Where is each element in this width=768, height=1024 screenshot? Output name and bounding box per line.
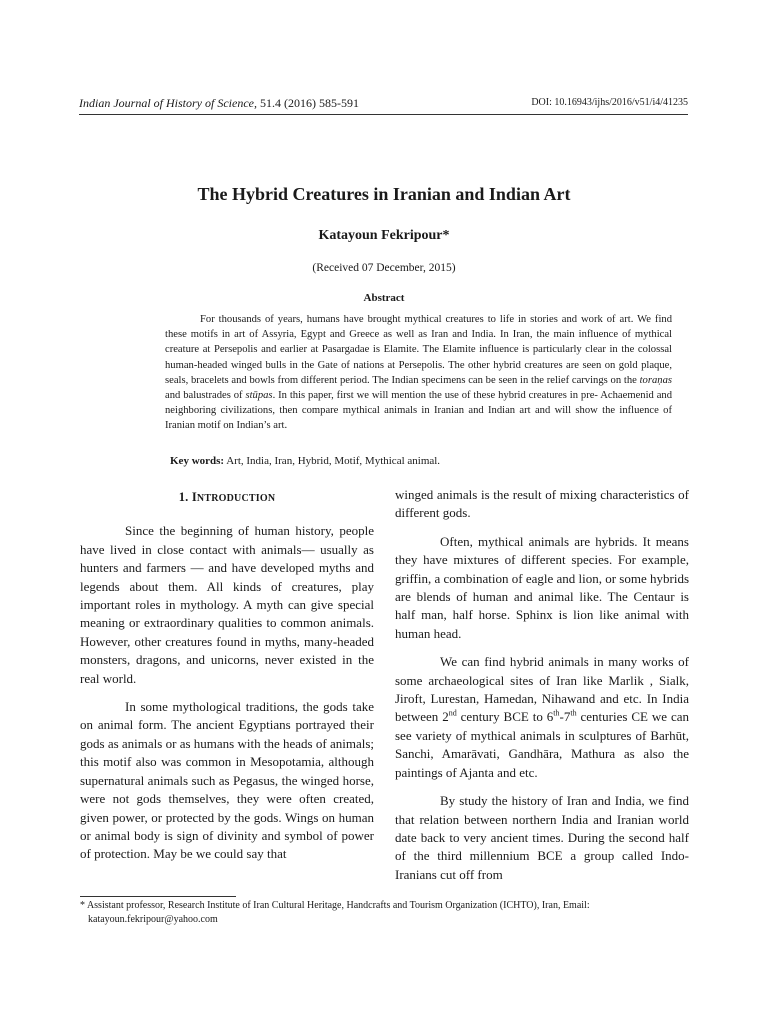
paragraph — [395, 653, 689, 782]
abstract-italic-toranas: toraṇas — [639, 374, 672, 386]
doi: DOI: 10.16943/ijhs/2016/v51/i4/41235 — [531, 97, 688, 108]
journal-volume-pages: 51.4 (2016) 585-591 — [256, 96, 359, 110]
paper-title: The Hybrid Creatures in Iranian and Indian Art — [197, 184, 571, 204]
right-column — [395, 486, 689, 894]
paragraph-part: -7 — [559, 709, 571, 725]
superscript: th — [553, 709, 560, 719]
abstract-heading: Abstract — [363, 292, 405, 304]
superscript: th — [570, 709, 577, 719]
paragraph: By study the history of Iran and India, we find that relation between northern India and Iranian world date back to very ancient times. During the second half of the third millennium BCE a group called Indo- Iranians cut off from — [395, 793, 689, 882]
section-heading-introduction — [80, 488, 374, 508]
abstract-text — [165, 312, 672, 434]
footnote-affiliation: * Assistant professor, Research Institute of Iran Cultural Heritage, Handcrafts and Tourism Organization (ICHTO), Iran, Email: — [80, 900, 590, 911]
author-name: Katayoun Fekripour* — [318, 228, 450, 243]
keywords-value: Art, India, Iran, Hybrid, Motif, Mythical animal. — [224, 455, 441, 467]
journal-citation — [79, 96, 359, 111]
journal-name: Indian Journal of History of Science, — [79, 96, 257, 110]
paragraph-part: century BCE to 6 — [456, 709, 554, 725]
footnote-email: katayoun.fekripour@yahoo.com — [88, 914, 218, 925]
section-rest: NTRODUCTION — [196, 493, 276, 504]
paragraph: Since the beginning of human history, people have lived in close contact with animals— usually as hunters and farmers — and have developed myths and legends about them. All kinds of creatures, play important roles in mythology. A myth can give special meaning or extraordinary qualities to common animals. However, other creatures found in myths, many-headed monsters, dragons, and unicorns, never existed in the real world. — [80, 523, 374, 686]
paragraph-part: We can find hybrid animals in many works of some archaeological sites of Iran like Marlik , Sialk, Jiroft, Lurestan, Hamedan, Nihawand and etc. In India between 2 — [395, 654, 689, 725]
paragraph: Often, mythical animals are hybrids. It means they have mixtures of different species. For example, griffin, a combination of eagle and lion, or some hybrids are blends of human and animal like. The Centaur is half man, half horse. Sphinx is lion like animal with human head. — [395, 533, 689, 641]
left-column — [80, 486, 374, 874]
running-header — [79, 96, 688, 115]
abstract-part: and balustrades of — [165, 390, 246, 402]
footnote — [80, 899, 688, 927]
superscript: nd — [448, 709, 457, 719]
paragraph-part: centuries CE we can see variety of mythical animals in sculptures of Barhūt, Sanchi, Amarāvati, Gandhāra, Mathura as also the paintings of Ajanta and etc. — [395, 709, 689, 780]
section-number: 1. — [178, 490, 192, 504]
keywords — [170, 455, 440, 467]
paragraph-continued: winged animals is the result of mixing characteristics of different gods. — [395, 487, 689, 521]
abstract-part: For thousands of years, humans have brought mythical creatures to life in stories and work of art. We find these motifs in art of Assyria, Egypt and Greece as well as Iran and India. In Iran, the main influence of mythical creature at Persepolis and earlier at Pasargadae is Elamite. The Elamite influence is particularly clear in the colossal human-headed winged bulls in the Gate of nations at Persepolis. The other hybrid creatures are seen on gold plaque, seals, bracelets and bowls from different period. The Indian specimens can be seen in the relief carvings on the — [165, 314, 672, 386]
paragraph: In some mythological traditions, the gods take on animal form. The ancient Egyptians portrayed their gods as animals or as humans with the heads of animals; this motif also was common in Mesopotamia, although supernatural animals such as Pegasus, the winged horse, were not gods themselves, they were often created, given power, or protected by the gods. Wings on human or animal body is sign of divinity and symbol of power of protection. May be we could say that — [80, 699, 374, 862]
footnote-divider — [80, 896, 236, 897]
section-initial: I — [191, 490, 197, 504]
abstract-italic-stupas: stūpas — [245, 390, 273, 402]
abstract-part: . In this paper, first we will mention the use of these hybrid creatures in pre- Achaemenid and neighboring civilizations, then compare mythical animals in Iranian and Indian art and will show the influence of Iranian motif on Indian’s art. — [165, 390, 672, 432]
received-date: (Received 07 December, 2015) — [312, 262, 456, 274]
keywords-label: Key words: — [170, 455, 225, 467]
